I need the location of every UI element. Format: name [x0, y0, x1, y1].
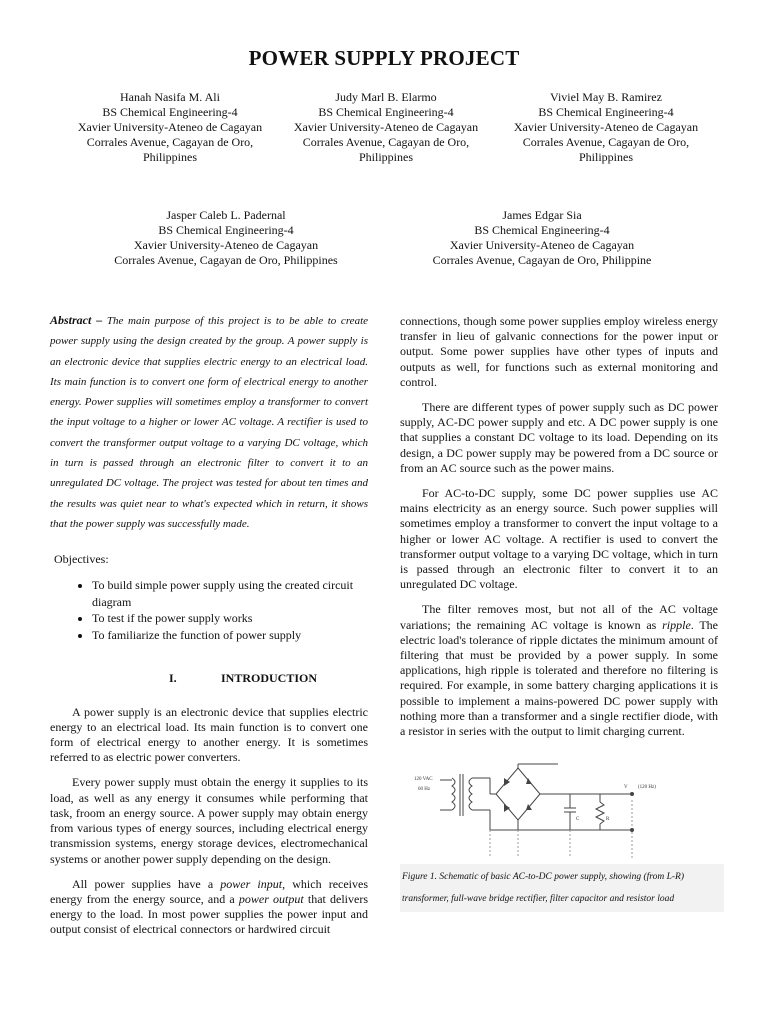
input-frequency-label: 60 Hz: [418, 787, 431, 792]
resistor-label: R: [606, 817, 610, 822]
author-school: Xavier University-Ateneo de Cagayan: [293, 120, 479, 134]
author-country: Philippines: [142, 150, 197, 164]
author-program: BS Chemical Engineering-4: [102, 105, 238, 119]
output-frequency-label: (120 Hz): [638, 785, 656, 790]
power-supply-schematic: [400, 760, 720, 860]
section-heading: [50, 671, 368, 686]
body-paragraph: Every power supply must obtain the energy it supplies to its load, as well as any energy it consumes while performing that task, froom an energy source. A power supply may obtain energy from various types of energy sources, including electrical energy transmission systems, energy storage devices, electromechanical systems or another power supply depending on the design.: [50, 775, 368, 866]
output-voltage-label: V: [624, 785, 628, 790]
author-school: Xavier University-Ateneo de Cagayan: [513, 120, 699, 134]
right-column: [400, 314, 718, 749]
body-paragraph: There are different types of power supply such as DC power supply, AC-DC power supply and etc. A DC power supply is one that supplies a constant DC voltage to its load. Depending on its design, a DC power supply may be powered from a DC source or from an AC source such as the power mains.: [400, 400, 718, 475]
author-block: [276, 90, 496, 165]
author-address: Corrales Avenue, Cagayan de Oro,: [302, 135, 470, 149]
author-school: Xavier University-Ateneo de Cagayan: [449, 238, 635, 252]
body-paragraph: For AC-to-DC supply, some DC power supplies use AC mains electricity as an energy source. Such power supplies will sometimes employ a transformer to convert the input voltage to a higher or lower AC voltage. A rectifier is used to convert the transformer output voltage to a varying DC voltage, which in turn is passed through an electronic filter to convert it to an unregulated DC voltage.: [400, 486, 718, 592]
objectives-list: [50, 577, 368, 643]
term-power-input: power input: [220, 876, 283, 891]
author-address: Corrales Avenue, Cagayan de Oro, Philippine: [432, 253, 652, 267]
author-address: Corrales Avenue, Cagayan de Oro,: [522, 135, 690, 149]
text-run: . The electric load's tolerance of ripple dictates the minimum amount of filtering that must be provided by a power supply. In some applications, high ripple is tolerated and therefore no filtering is required. For example, in some battery charging applications it is possible to implement a mains-powered DC power supply with nothing more than a transformer and a single rectifier diode, with a resistor in series with the output to limit charging current.: [400, 617, 718, 739]
body-paragraph: [400, 602, 718, 739]
capacitor-label: C: [576, 817, 580, 822]
term-power-output: power output: [238, 891, 304, 906]
text-run: , which receives energy from the energy source, and a: [50, 876, 369, 906]
author-name: Jasper Caleb L. Padernal: [166, 208, 286, 222]
figure-caption: Figure 1. Schematic of basic AC-to-DC power supply, showing (from L-R) transformer, full-wave bridge rectifier, filter capacitor and resistor load: [400, 864, 724, 912]
author-address: Corrales Avenue, Cagayan de Oro, Philippines: [114, 253, 338, 267]
objective-item: • To familiarize the function of power supply: [92, 627, 368, 644]
paper-title: POWER SUPPLY PROJECT: [248, 46, 520, 70]
left-column: [50, 310, 368, 948]
author-program: BS Chemical Engineering-4: [318, 105, 454, 119]
body-paragraph: connections, though some power supplies employ wireless energy transfer in lieu of galvanic connections for the power input or output. Some power supplies have other types of inputs and outputs as well, for functions such as external monitoring and control.: [400, 314, 718, 389]
objective-item: • To build simple power supply using the created circuit diagram: [92, 577, 368, 610]
text-run: All power supplies have a: [72, 876, 221, 891]
author-name: James Edgar Sia: [502, 208, 582, 222]
body-paragraph: [50, 877, 368, 938]
objective-item: • To test if the power supply works: [92, 610, 368, 627]
text-run: The filter removes most, but not all of the AC voltage variations; the remaining AC voltage is known as: [400, 602, 718, 632]
body-paragraph: A power supply is an electronic device that supplies electric energy to an electrical load. Its main function is to convert one form of electrical energy to another energy. It is sometimes referred to as electric power converters.: [50, 704, 368, 765]
author-block: [60, 90, 280, 165]
text-run: that delivers energy to the load. In most power supplies the power input and output consist of electrical connectors or hardwired circuit: [50, 891, 369, 937]
author-country: Philippines: [358, 150, 413, 164]
author-name: Hanah Nasifa M. Ali: [120, 90, 220, 104]
author-name: Judy Marl B. Elarmo: [335, 90, 437, 104]
author-program: BS Chemical Engineering-4: [158, 223, 294, 237]
author-address: Corrales Avenue, Cagayan de Oro,: [86, 135, 254, 149]
author-program: BS Chemical Engineering-4: [538, 105, 674, 119]
section-number: I.: [168, 671, 177, 686]
author-block: [96, 208, 356, 268]
author-program: BS Chemical Engineering-4: [474, 223, 610, 237]
author-school: Xavier University-Ateneo de Cagayan: [77, 120, 263, 134]
author-country: Philippines: [578, 150, 633, 164]
term-ripple: ripple: [662, 617, 691, 632]
objectives-label: Objectives:: [54, 552, 109, 567]
author-block: [496, 90, 716, 165]
abstract-body: The main purpose of this project is to be able to create power supply using the design created by the group. A power supply is an electronic device that supplies electric energy to an electrical load. Its main function is to convert one form of electrical energy to another energy. Power supplies will sometimes employ a transformer to convert the input voltage to a higher or lower AC voltage. A rectifier is used to convert the transformer output voltage to a varying DC voltage, which in turn is passed through an electronic filter to convert it to an unregulated DC voltage. The project was tested for about ten times and the results was quiet near to what's expected which in return, it shows that the power supply was successfully made.: [50, 315, 369, 530]
section-title: INTRODUCTION: [220, 671, 317, 686]
abstract: [50, 310, 368, 534]
input-voltage-label: 120 VAC: [414, 777, 433, 782]
author-block: [412, 208, 672, 268]
author-school: Xavier University-Ateneo de Cagayan: [133, 238, 319, 252]
author-name: Viviel May B. Ramirez: [550, 90, 662, 104]
abstract-lead: Abstract –: [50, 313, 103, 327]
